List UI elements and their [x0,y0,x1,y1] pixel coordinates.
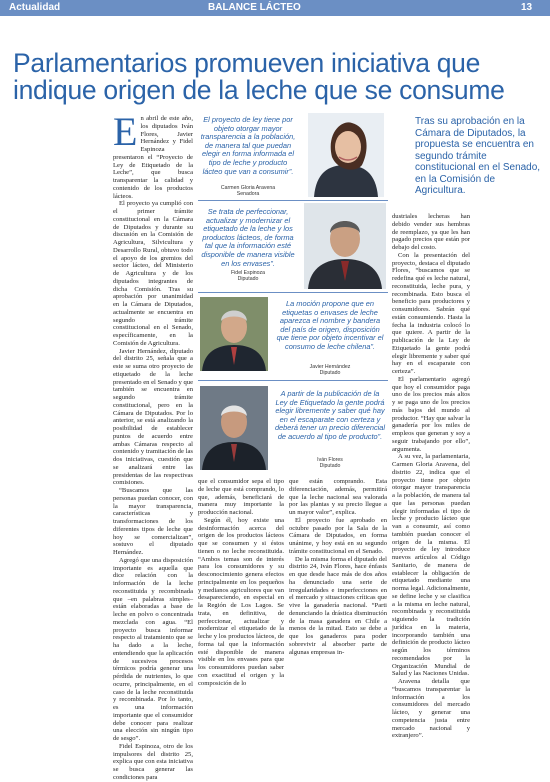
credit-name: Carmen Gloria Aravena [220,185,276,191]
pull-quote-2: Se trata de perfeccionar, actualizar y modernizar el etiquetado de la leche y los productos lácteos, de forma tal que la información esté disponible de manera visible en los envases”. [201,207,295,268]
paragraph: n abril de este año, los diputados Iván Flores, Javier Hernández y Fidel Espinoza presentaron el “Proyecto de Ley de Etiquetado de la Leche”, que busca transparentar la calidad y contenido de los productos lácteos. [113,115,193,200]
headline: Parlamentarios promueven iniciativa que indique origen de la leche que se consume [13,48,505,105]
photo-javier-hernandez [200,297,268,371]
deck-subtitle: Tras su aprobación en la Cámara de Diputados, la propuesta se encuentra en segundo trámite constitucional en el Senado, en la Comisión de Agricultura. [415,116,541,196]
credit-role: Senadora [236,191,260,197]
quote-credit-1 [198,185,298,197]
paragraph: De la misma forma el diputado del distrito 24, Iván Flores, hace énfasis en que desde hace más de dos años ha denunciado una serie de irregularidades e imperfecciones en el mercado y situaciones críticas que vive la ganadería nacional. “Parti denunciando la drástica disminución de la masa ganadera en Chile a menos de la mitad. Esto se debe a que los ganaderos para poder sobrevivir al absorber parte de algunas empresas in- [289,555,387,656]
paragraph: dustriales lecheras han debido vender sus hembras de reemplazo, ya que les han pagado precios que están por debajo del costo. [392,213,470,251]
paragraph: El parlamentario agregó que hoy el consumidor paga uno de los precios más altos y se paga uno de los precios más bajos del mundo al productor. “Hay que salvar la ganadería por los miles de empleos que generan y soy a seguir trabajando por ello”, argumenta. [392,375,470,453]
photo-carmen-gloria-aravena [308,113,384,197]
photo-fidel-espinoza [304,203,386,289]
credit-role: Diputado [319,463,341,469]
credit-name: Fidel Espinoza [230,270,266,276]
paragraph: Aravena detalla que “buscamos transparentar la información a los consumidores del mercado lácteo, y generar una competencia justa entre mercado nacional y extranjero”. [392,678,470,740]
article-column-1 [113,109,194,781]
paragraph: que están comprando. Esta diferenciación, además, permitirá que la leche nacional sea valorada por las plantas y su precio llegue a un mayor valor”, explica. [289,478,387,516]
credit-name: Iván Flores [317,457,343,463]
paragraph: Javier Hernández, diputado del distrito 25, señala que a este se suma otro proyecto de etiquetado de la leche presentado en el Senado y que también se encuentra en segundo trámite constitucional, pero en la Cámara de Diputados. Por lo anterior, se está analizando la posibilidad de establecer puntos de acuerdo entre ambas Cámaras respecto al contenido y tramitación de las dos iniciativas, cuestión que se analizará entre las presidentas de las respectivas comisiones. [113,347,194,487]
quote-credit-4 [274,457,386,469]
divider [198,380,388,381]
credit-role: Diputado [237,276,259,282]
section-label: Actualidad [9,2,61,13]
article-column-2 [198,478,284,687]
pull-quote-3: La moción propone que en etiquetas o envases de leche aparezca el nombre y bandera del país de origen, disposición que tiene por objeto incentivar el consumo de leche chilena”. [276,299,384,351]
paragraph: Fidel Espinoza, otro de los impulsores del distrito 25, explica que con esta iniciativa se busca generar las condiciones para [113,742,193,781]
credit-role: Diputado [319,370,341,376]
paragraph: Con la presentación del proyecto, destaca el diputado Flores, “buscamos que se redefina qué es leche natural, reconstituida, leche pura, y recombinada. Esto busca el beneficio para productores y consumidores. Sabrán qué están consumiendo. Hasta la fecha la industria colocó lo que quiere. A partir de la publicación de la Ley de Etiquetado la gente podrá elegir libremente y saber qué hay en el escaparate con certeza”. [392,251,470,375]
article-column-4 [392,213,471,740]
quote-credit-2 [198,270,298,282]
paragraph: “Buscamos que las personas puedan conocer, con la mayor transparencia, características y transformaciones de los diferentes tipos de leche que hoy se comercializan”, sostuvo el diputado Hernández. [113,487,193,556]
paragraph: Según él, hoy existe una desinformación acerca del origen de los productos lácteos que se consumen y si éstos tienen o no leche reconstituida. “Ambos temas son de interés para los consumidores y su desconocimiento genera efectos principalmente en los pequeños y medianos agricultores que van desapareciendo, en especial en la Región de Los Lagos. Se trata, en definitiva, de perfeccionar, actualizar y modernizar el etiquetado de la leche y los productos lácteos, de forma tal que la información esté disponible de manera visible en los envases para que los consumidores puedan saber con exactitud el origen y la composición de lo [198,516,284,687]
page-header-bar [0,0,550,16]
paragraph: que el consumidor sepa el tipo de leche que está comprando, lo que, además, beneficiará de manera muy importante la producción nacional. [198,478,284,516]
divider [198,200,388,201]
quote-credit-3 [274,364,386,376]
divider [198,292,388,293]
paragraph: A su vez, la parlamentaria, Carmen Gloria Aravena, del distrito 22, indica que el proyecto tiene por objeto otorgar mayor transparencia a la población, de manera tal que las personas puedan elegir informadas el tipo de leche y producto lácteo que van a consumir, así como también puedan conocer el origen de la misma. El proyecto de ley introduce nuevos artículos al Código Sanitario, de manera de establecer la obligación de etiquetado mediante una norma legal. Adicionalmente, se define leche y se clasifica a la misma en leche natural, recombinada y reconstituida siguiendo la tradición jurídica en la materia, incorporando también una definición de producto lácteo según los términos recomendados por la Organización Mundial de Salud y las Naciones Unidas. [392,453,471,678]
pull-quote-1: El proyecto de ley tiene por objeto otorgar mayor transparencia a la población, de manera tal que puedan elegir en forma informada el tipo de leche y producto lácteo que van a consumir”. [200,115,296,176]
credit-name: Javier Hernández [309,364,351,370]
pull-quote-4: A partir de la publicación de la Ley de Etiquetado la gente podrá elegir libremente y saber qué hay en el escaparate con certeza y deberá tener un precio diferencial de acuerdo al tipo de producto”. [274,389,386,441]
paragraph: El proyecto fue aprobado en octubre pasado por la Sala de la Cámara de Diputados, en forma unánime, y hoy está en su segundo trámite constitucional en el Senado. [289,516,387,555]
page-number: 13 [521,2,533,13]
paragraph: El proyecto ya cumplió con el primer trámite constitucional en la Cámara de Diputados y durante su discusión en la Comisión de Agricultura, Silvicultura y Desarrollo Rural, obtuvo todo el apoyo de los gremios del sector lácteo, del Ministerio de Agricultura y de los diputados integrantes de dicha Comisión. Tras su aprobación por unanimidad en la Cámara de Diputados, actualmente se encuentra en segundo trámite constitucional en el Senado, específicamente, en la Comisión de Agricultura. [113,200,193,347]
drop-cap: E [113,109,138,154]
article-column-3 [289,478,387,683]
paragraph: Agregó que una disposición importante es aquella que dice relación con la información de la leche reconstituida y recombinada que –en palabras simples– están elaboradas a base de leche en polvo o concentrada mezclada con agua. “El proyecto busca informar respecto al tratamiento que se ha dado a la leche, entendiendo que la aplicación de sucesivos procesos térmicos podría generar una pérdida de nutrientes, lo que ocurre, principalmente, en el caso de la leche reconstituida y recombinada. Por lo tanto, es una información importante que el consumidor debe conocer para realizar una elección sin ningún tipo de sesgo”. [113,556,193,742]
series-title: BALANCE LÁCTEO [208,2,301,13]
photo-ivan-flores [200,386,268,470]
